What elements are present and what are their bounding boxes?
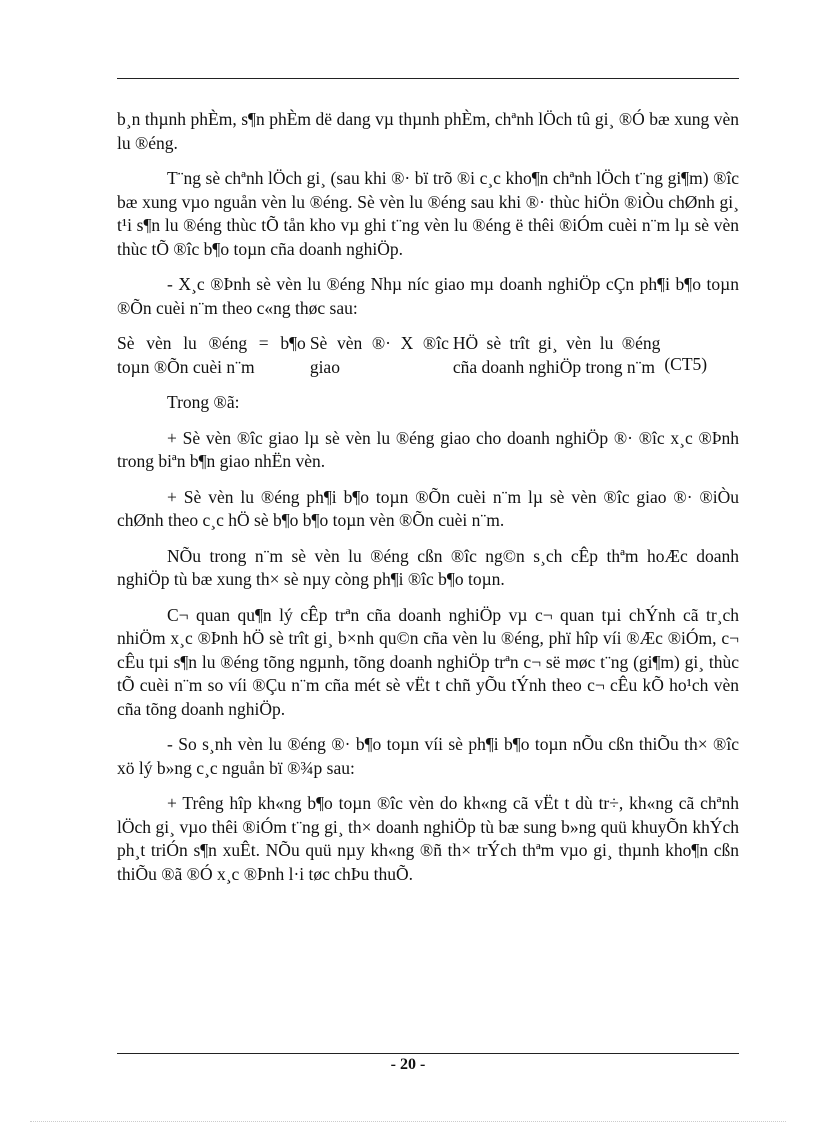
formula-given-capital: Sè vèn ®· X ®îc giao <box>309 333 449 377</box>
paragraph-7: NÕu trong n¨m sè vèn lu ®éng cßn ®îc ng©n s¸ch cÊp thªm hoÆc doanh nghiÖp tù bæ xung th× sè nµy còng ph¶i ®îc b¶o toµn. <box>117 545 739 589</box>
footer-rule <box>117 1053 739 1054</box>
paragraph-4: Trong ®ã: <box>167 392 240 412</box>
paragraph-2: T¨ng sè chªnh lÖch gi¸ (sau khi ®· bï trõ ®i c¸c kho¶n chªnh lÖch t¨ng gi¶m) ®îc bæ xung vµo nguån vèn lu ®éng. Sè vèn lu ®éng sau khi ®· thùc hiÖn ®iÒu chØnh gi¸ t¹i s¶n lu ®éng thùc tÕ tån kho vµ ghi t¨ng vèn lu ®éng ë thêi ®iÓm cuèi n¨m lµ sè vèn thùc tÕ ®îc b¶o toµn cña doanh nghiÖp. <box>117 168 739 259</box>
formula-lhs: Sè vèn lu ®éng = b¶o toµn ®Õn cuèi n¨m <box>117 333 306 377</box>
paragraph-9: - So s¸nh vèn lu ®éng ®· b¶o toµn víi sè ph¶i b¶o toµn nÕu cßn thiÕu th× ®îc xö lý b»ng c¸c nguån bï ®¾p sau: <box>117 734 739 778</box>
paragraph-6: + Sè vèn lu ®éng ph¶i b¶o toµn ®Õn cuèi n¨m lµ sè vèn ®îc giao ®· ®iÒu chØnh theo c¸c hÖ sè b¶o b¶o toµn vèn ®Õn cuèi n¨m. <box>117 486 739 530</box>
paragraph-3: - X¸c ®Þnh sè vèn lu ®éng Nhµ níc giao mµ doanh nghiÖp cÇn ph¶i b¶o toµn ®Õn cuèi n¨m theo c«ng thøc sau: <box>117 274 739 318</box>
paragraph-5: + Sè vèn ®îc giao lµ sè vèn lu ®éng giao cho doanh nghiÖp ®· ®îc x¸c ®Þnh trong biªn b¶n giao nhËn vèn. <box>117 427 739 471</box>
page-body <box>117 108 739 898</box>
header-rule <box>117 78 739 79</box>
paragraph-10: + Trêng hîp kh«ng b¶o toµn ®îc vèn do kh«ng cã vËt t dù tr÷, kh«ng cã chªnh lÖch gi¸ vµo thêi ®iÓm t¨ng gi¸ th× doanh nghiÖp tù bæ sung b»ng quü khuyÕn khÝch ph¸t triÓn s¶n xuÊt. NÕu quü nµy kh«ng ®ñ th× trÝch thªm vµo gi¸ thµnh kho¶n cßn thiÕu ®ã ®Ó x¸c ®Þnh l·i tøc chÞu thuÕ. <box>117 793 739 884</box>
page-number: - 20 - <box>390 1056 426 1073</box>
formula-table <box>117 332 739 379</box>
page-edge-dotted-line <box>30 1121 786 1122</box>
formula-label: (CT5) <box>664 353 708 374</box>
formula-slippage-coefficient: HÖ sè trît gi¸ vèn lu ®éng cña doanh nghiÖp trong n¨m <box>452 333 661 377</box>
paragraph-1: b¸n thµnh phÈm, s¶n phÈm dë dang vµ thµnh phÈm, chªnh lÖch tû gi¸ ®Ó bæ xung vèn lu ®éng. <box>117 109 739 153</box>
paragraph-8: C¬ quan qu¶n lý cÊp trªn cña doanh nghiÖp vµ c¬ quan tµi chÝnh cã tr¸ch nhiÖm x¸c ®Þnh hÖ sè trît gi¸ b×nh qu©n cña vèn lu ®éng, phï hîp víi ®Æc ®iÓm, c¬ cÊu tµi s¶n lu ®éng tõng ngµnh, tõng doanh nghiÖp trªn c¬ së møc t¨ng (gi¶m) gi¸ thùc tÕ cuèi n¨m so víi ®Çu n¨m cña mét sè vËt t chñ yÕu tÝnh theo c¬ cÊu kÕ ho¹ch vèn cña tõng doanh nghiÖp. <box>117 604 739 719</box>
